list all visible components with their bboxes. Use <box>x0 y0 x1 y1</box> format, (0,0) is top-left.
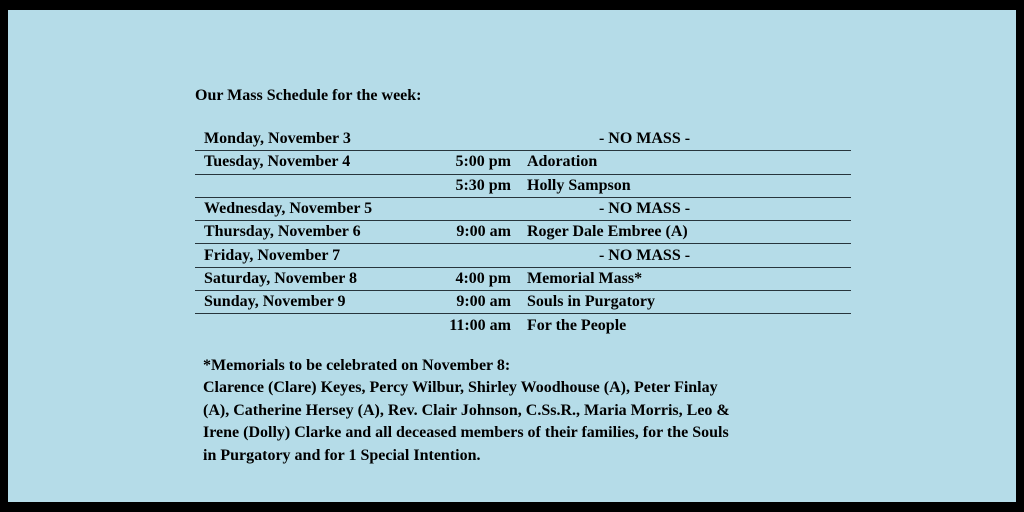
event-cell: Holly Sampson <box>527 176 631 194</box>
schedule-row-sunday-2 <box>195 314 851 336</box>
time-cell: 5:00 pm <box>455 153 511 171</box>
schedule-row-friday <box>195 244 851 267</box>
schedule-row-monday <box>195 128 851 151</box>
schedule-row-thursday <box>195 221 851 244</box>
event-cell: Memorial Mass* <box>527 269 643 287</box>
event-cell: Adoration <box>527 153 598 171</box>
day-cell: Sunday, November 9 <box>204 293 346 311</box>
footnote-line: Clarence (Clare) Keyes, Percy Wilbur, Shirley Woodhouse (A), Peter Finlay <box>203 379 718 397</box>
schedule-row-wednesday <box>195 198 851 221</box>
time-cell: 4:00 pm <box>455 269 511 287</box>
schedule-row-tuesday <box>195 151 851 174</box>
time-cell: 9:00 am <box>456 223 511 241</box>
footnote-line: (A), Catherine Hersey (A), Rev. Clair Johnson, C.Ss.R., Maria Morris, Leo & <box>203 401 730 419</box>
footnote-line: in Purgatory and for 1 Special Intention. <box>203 446 481 464</box>
time-cell: 5:30 pm <box>455 176 511 194</box>
day-cell: Monday, November 3 <box>204 130 351 148</box>
footnote-line: *Memorials to be celebrated on November 8: <box>203 357 511 374</box>
schedule-row-sunday <box>195 291 851 314</box>
day-cell: Wednesday, November 5 <box>204 200 373 218</box>
no-mass-cell: - NO MASS - <box>598 200 691 218</box>
slide-background <box>8 10 1016 502</box>
day-cell: Saturday, November 8 <box>204 269 358 287</box>
event-cell: Souls in Purgatory <box>527 293 656 311</box>
time-cell: 11:00 am <box>449 316 511 334</box>
day-cell: Tuesday, November 4 <box>204 153 351 171</box>
mass-schedule-table <box>195 128 851 337</box>
footnote-line: Irene (Dolly) Clarke and all deceased members of their families, for the Souls <box>203 424 729 442</box>
schedule-row-saturday <box>195 268 851 291</box>
event-cell: Roger Dale Embree (A) <box>527 223 688 241</box>
no-mass-cell: - NO MASS - <box>598 246 691 264</box>
day-cell: Friday, November 7 <box>204 246 341 264</box>
schedule-title: Our Mass Schedule for the week: <box>195 87 422 104</box>
day-cell: Thursday, November 6 <box>204 223 361 241</box>
memorials-footnote <box>203 355 730 467</box>
schedule-row-tuesday-2 <box>195 175 851 198</box>
event-cell: For the People <box>527 316 627 334</box>
no-mass-cell: - NO MASS - <box>598 130 691 148</box>
time-cell: 9:00 am <box>456 293 511 311</box>
